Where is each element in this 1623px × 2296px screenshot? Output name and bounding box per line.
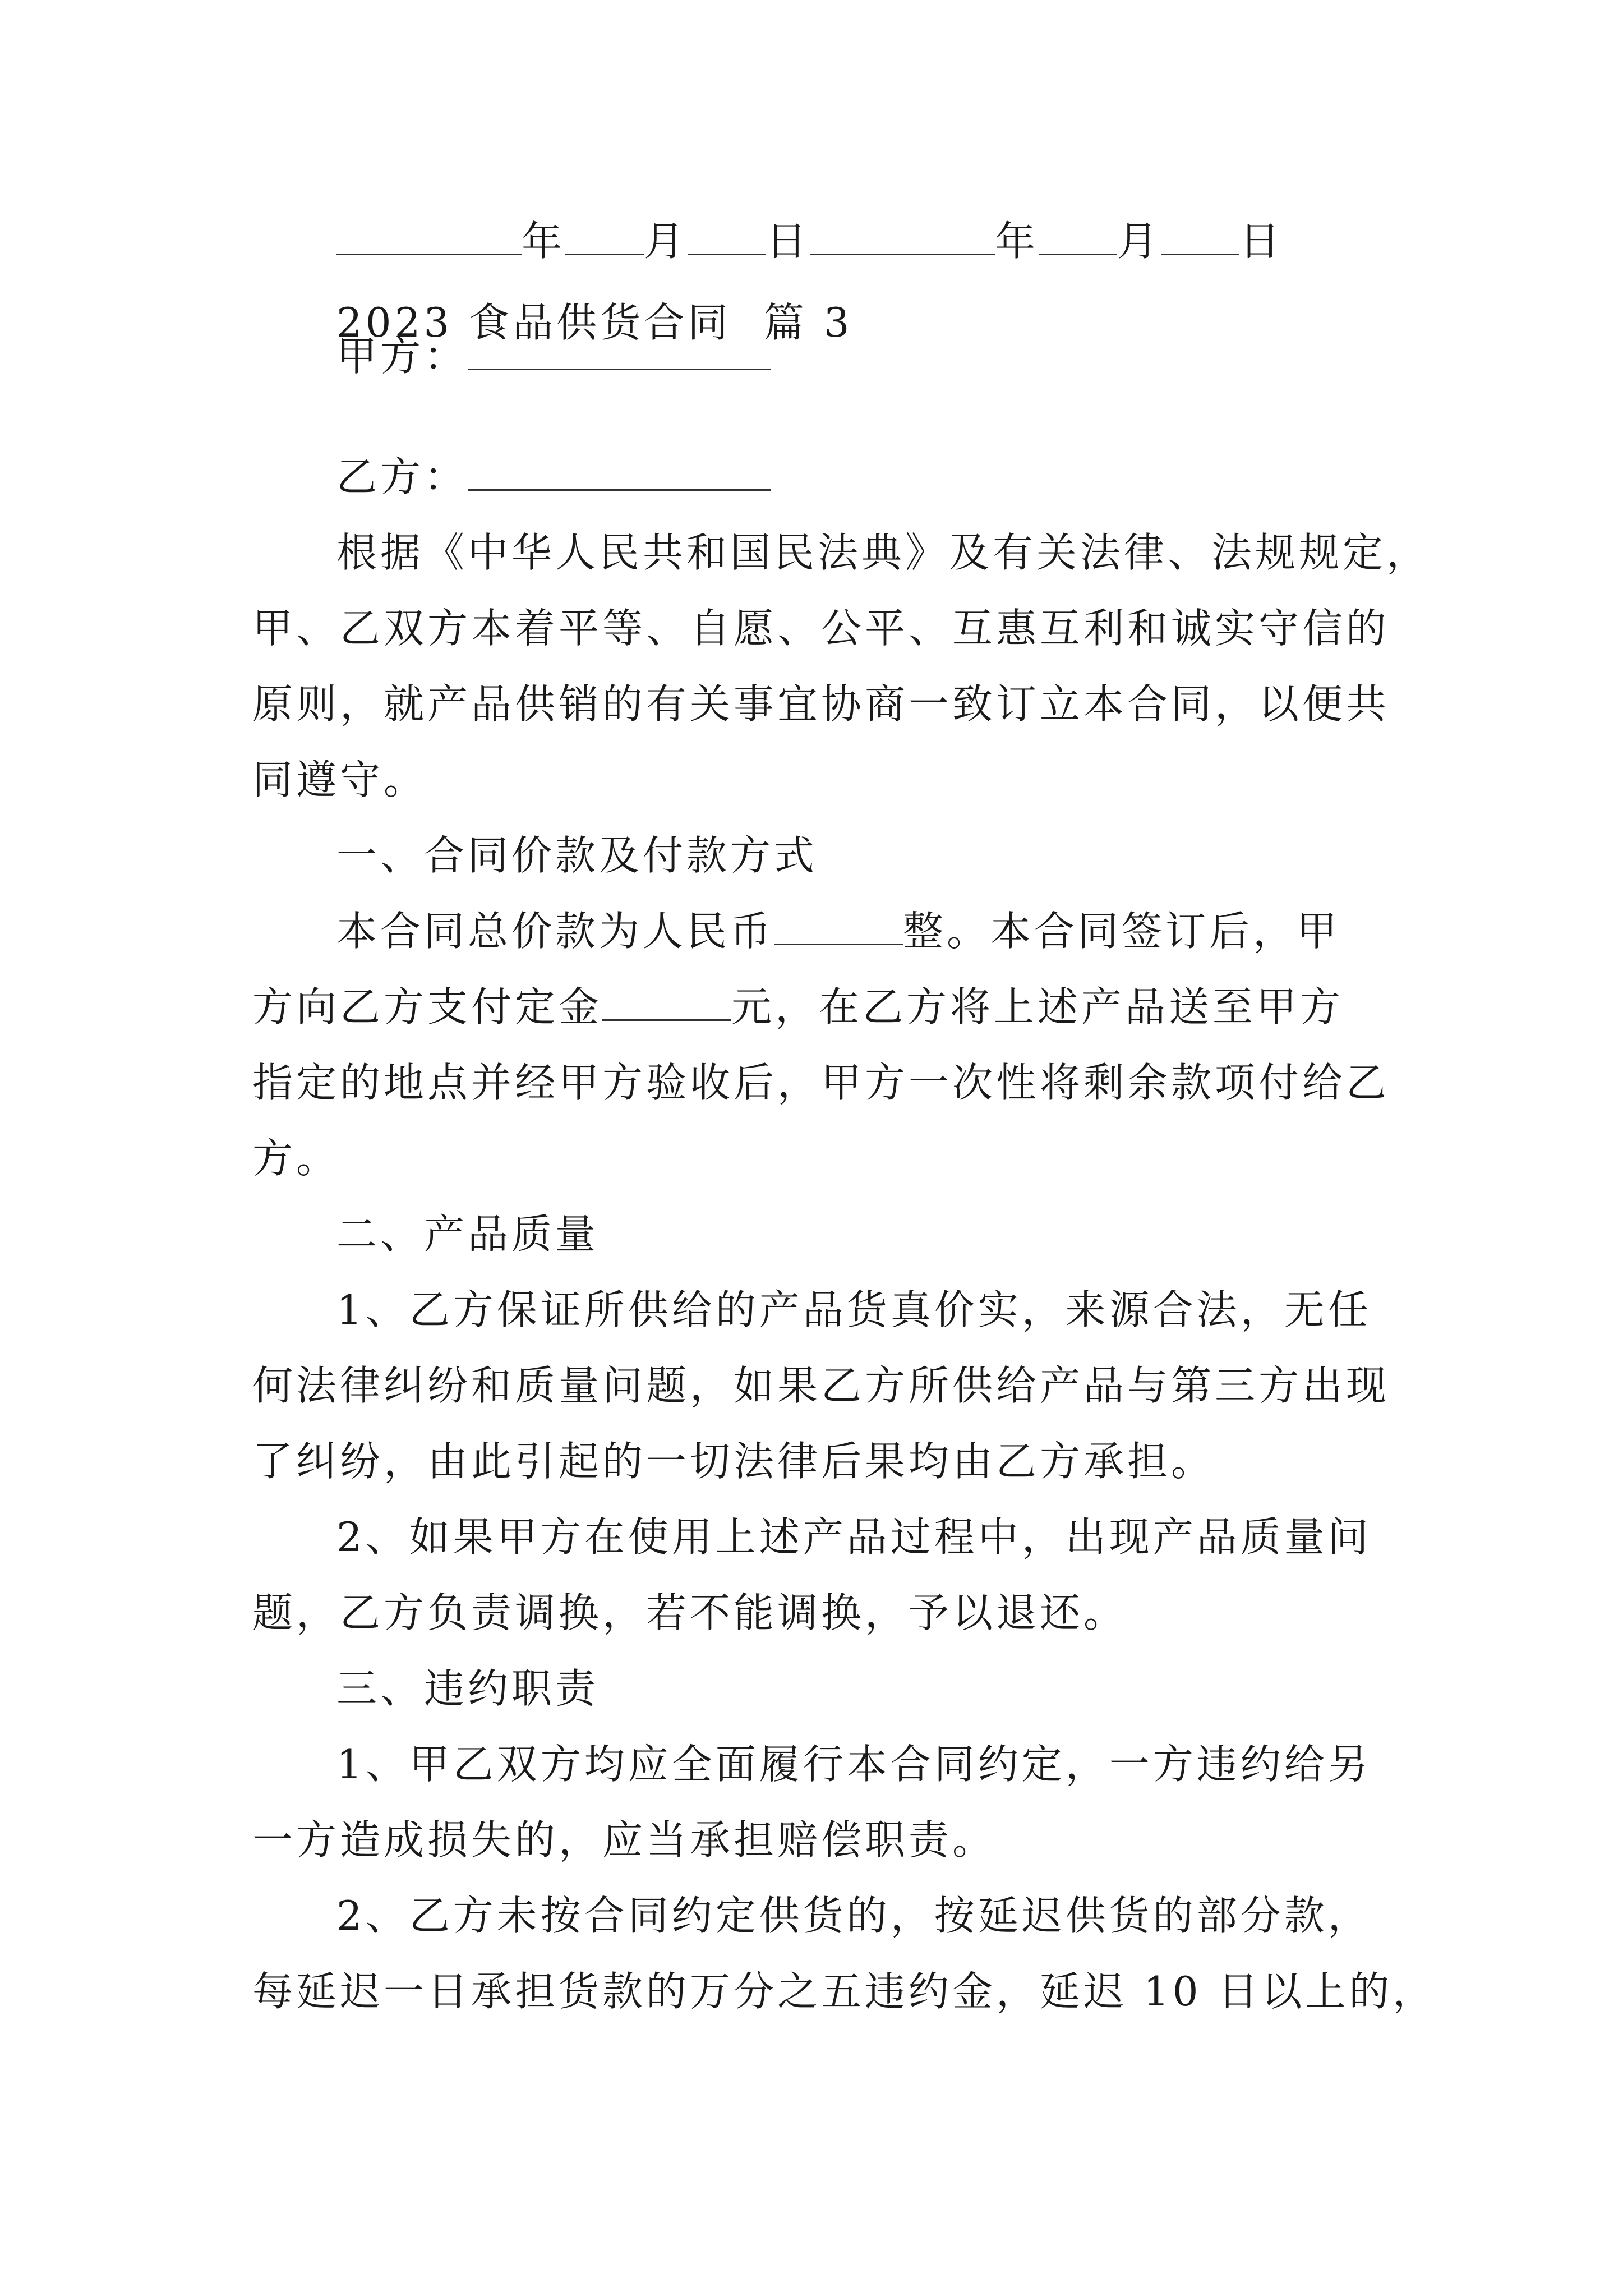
section1-line-2 <box>252 982 1344 1032</box>
intro-line-4: 同遵守。 <box>252 756 428 803</box>
section3-item1-line-1: 1、甲乙双方均应全面履行本合同约定，一方违约给另 <box>336 1741 1372 1788</box>
intro-line-1: 根据《中华人民共和国民法典》及有关法律、法规规定， <box>336 529 1431 576</box>
section1-line-4: 方。 <box>252 1135 340 1182</box>
party-a-row <box>336 331 771 381</box>
section1-line-2a: 方向乙方支付定金 <box>252 983 603 1030</box>
deposit-blank <box>602 984 731 1021</box>
section2-item2-line-2: 题，乙方负责调换，若不能调换，予以退还。 <box>252 1589 1128 1636</box>
party-b-blank <box>468 454 771 491</box>
section1-line-1 <box>336 906 1340 956</box>
section1-line-2b: 元，在乙方将上述产品送至甲方 <box>731 983 1344 1030</box>
party-a-blank <box>468 334 771 370</box>
month-blank-1 <box>565 219 644 255</box>
party-b-label: 乙方： <box>336 453 468 500</box>
month-label-2: 月 <box>1117 218 1161 265</box>
section1-line-3: 指定的地点并经甲方验收后，甲方一次性将剩余款项付给乙 <box>252 1059 1390 1106</box>
section2-heading: 二、产品质量 <box>336 1211 600 1258</box>
section2-item1-line-2: 何法律纠纷和质量问题，如果乙方所供给产品与第三方出现 <box>252 1362 1390 1409</box>
day-blank-1 <box>688 219 766 255</box>
section3-item2-line-2: 每延迟一日承担货款的万分之五违约金，延迟 10 日以上的， <box>252 1968 1437 2015</box>
year-blank-2 <box>810 219 995 255</box>
month-blank-2 <box>1039 219 1117 255</box>
day-label-2: 日 <box>1239 218 1284 265</box>
year-label-1: 年 <box>522 218 566 265</box>
party-b-row <box>336 452 771 502</box>
intro-line-2: 甲、乙双方本着平等、自愿、公平、互惠互利和诚实守信的 <box>252 605 1390 652</box>
section2-item1-line-3: 了纠纷，由此引起的一切法律后果均由乙方承担。 <box>252 1438 1215 1485</box>
section3-item2-line-1: 2、乙方未按合同约定供货的，按延迟供货的部分款， <box>336 1892 1372 1939</box>
day-blank-2 <box>1161 219 1239 255</box>
document-title: 2023 食品供货合同 篇 3 <box>336 299 853 346</box>
total-amount-blank <box>774 909 903 945</box>
intro-line-3: 原则，就产品供销的有关事宜协商一致订立本合同，以便共 <box>252 680 1390 728</box>
section3-item1-line-2: 一方造成损失的，应当承担赔偿职责。 <box>252 1816 997 1864</box>
year-label-2: 年 <box>995 218 1039 265</box>
section3-heading: 三、违约职责 <box>336 1665 600 1712</box>
date-line <box>336 216 1283 266</box>
month-label-1: 月 <box>644 218 688 265</box>
section2-item1-line-1: 1、乙方保证所供给的产品货真价实，来源合法，无任 <box>336 1286 1372 1333</box>
section1-line-1a: 本合同总价款为人民币 <box>336 908 774 955</box>
section1-heading: 一、合同价款及付款方式 <box>336 832 818 879</box>
party-a-label: 甲方： <box>336 333 468 380</box>
section1-line-1b: 整。本合同签订后，甲 <box>903 908 1341 955</box>
section2-item2-line-1: 2、如果甲方在使用上述产品过程中，出现产品质量问 <box>336 1513 1372 1561</box>
day-label-1: 日 <box>766 218 810 265</box>
year-blank-1 <box>336 219 522 255</box>
